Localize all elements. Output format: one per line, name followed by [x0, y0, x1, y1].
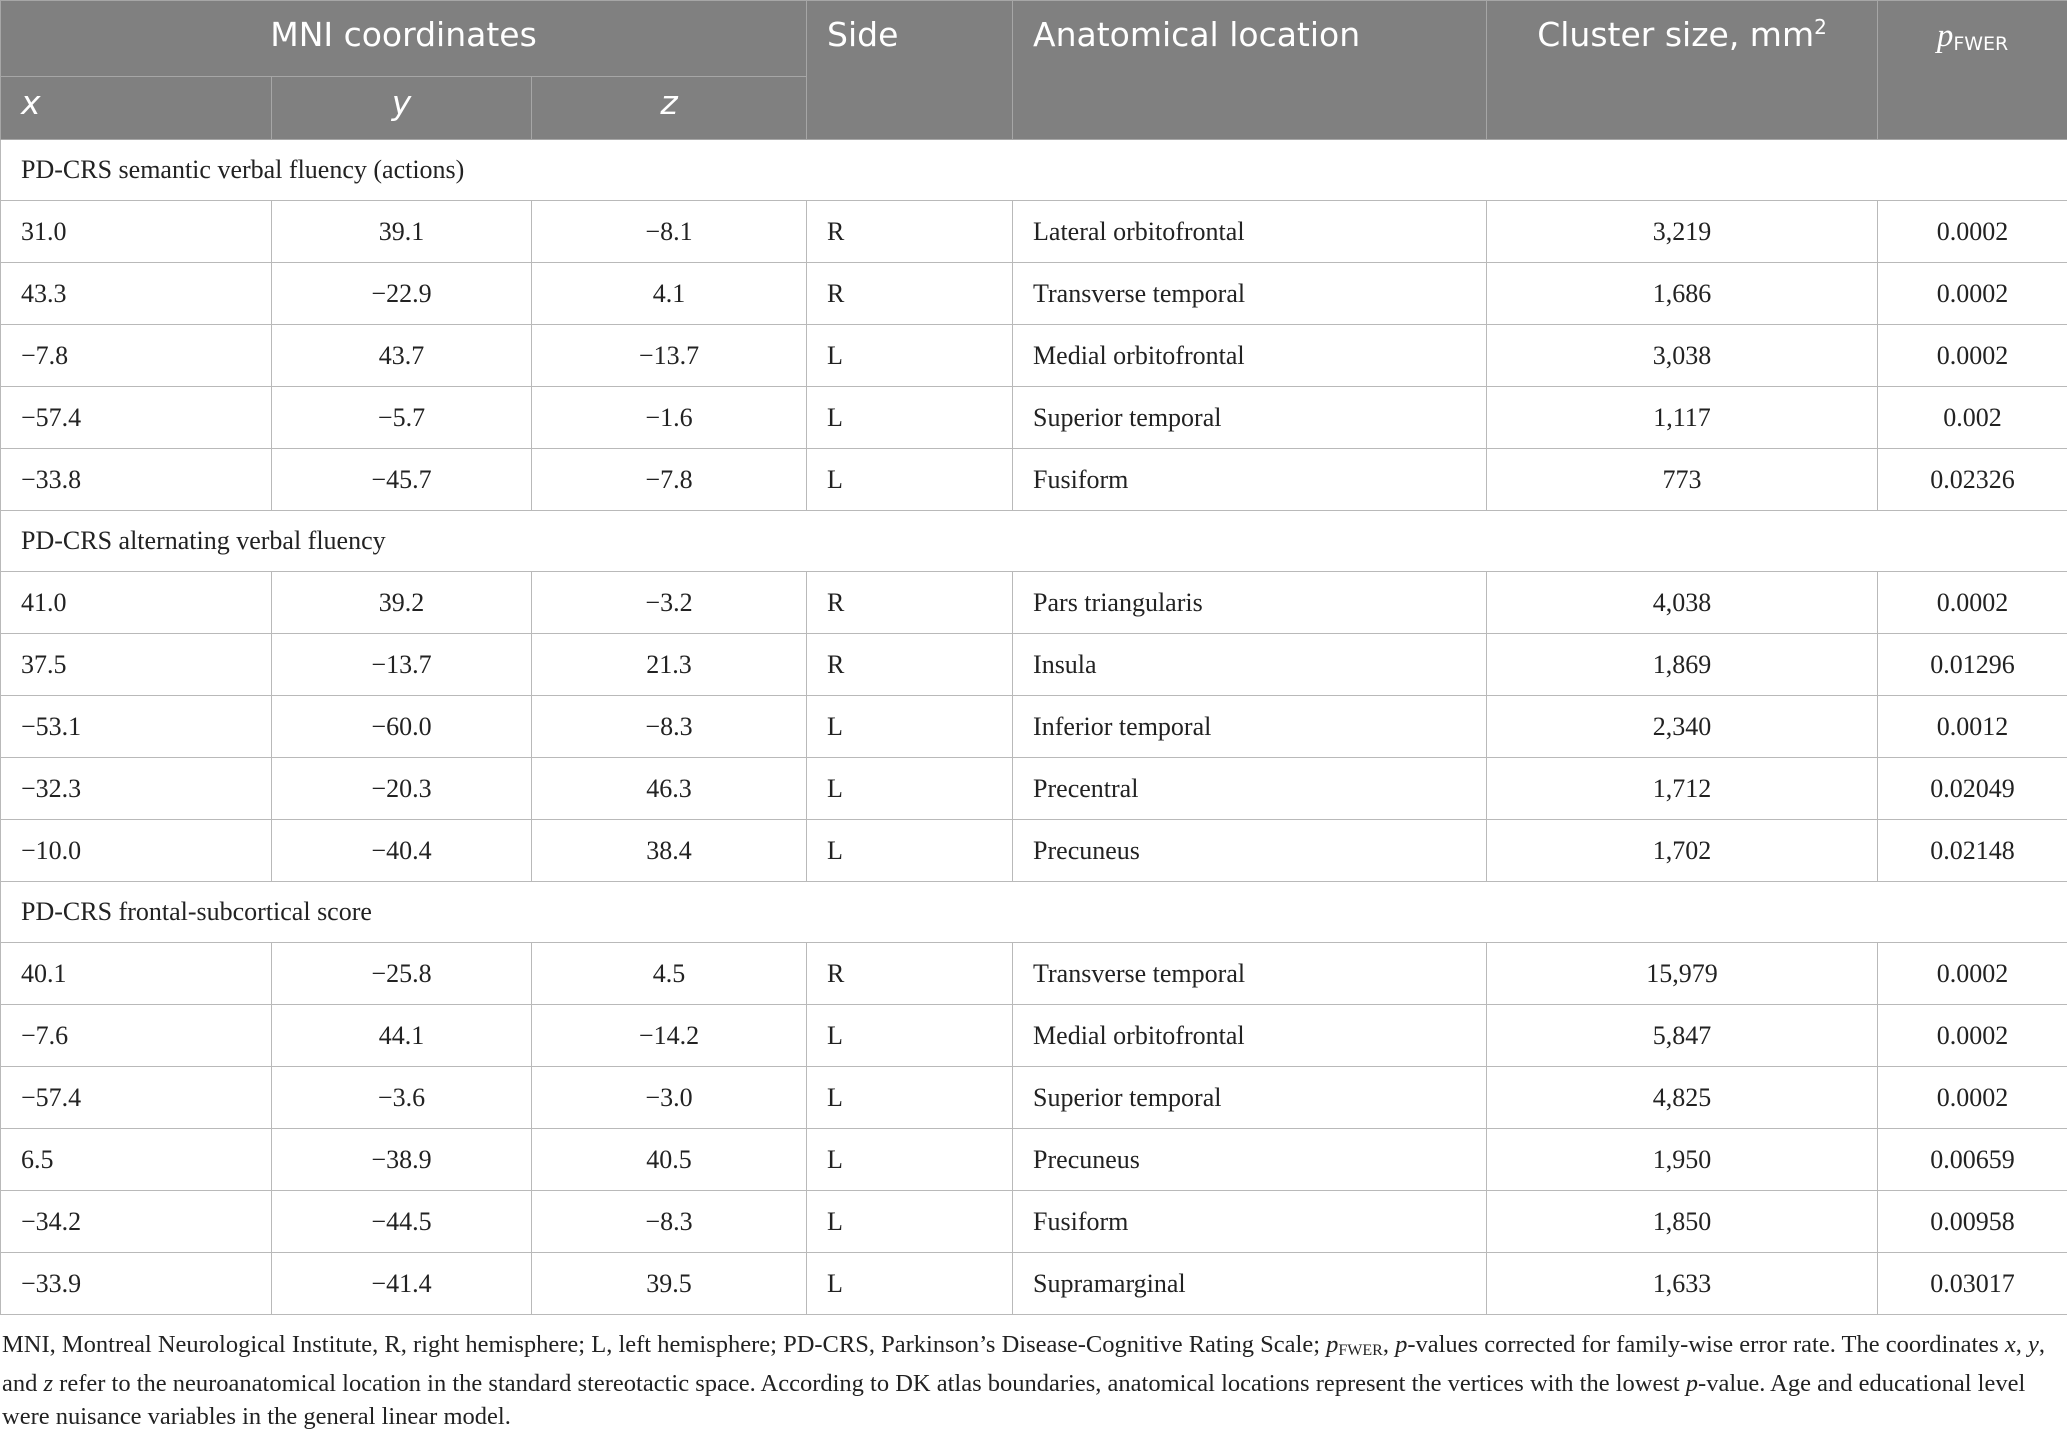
section-row — [1, 140, 2067, 201]
section-row — [1, 511, 2067, 572]
side-header: Side — [807, 1, 1013, 140]
table-row — [1, 449, 2067, 511]
cell-side: R — [807, 201, 1013, 263]
cell-location: Precentral — [1013, 758, 1487, 820]
cell-side: L — [807, 387, 1013, 449]
cell-cluster-size: 5,847 — [1487, 1005, 1878, 1067]
cell-p-fwer: 0.0002 — [1878, 201, 2067, 263]
section-title: PD-CRS alternating verbal fluency — [1, 511, 2067, 572]
cell-location: Inferior temporal — [1013, 696, 1487, 758]
cell-y: −41.4 — [272, 1253, 532, 1315]
cell-x: −53.1 — [1, 696, 272, 758]
footnote-fwer-subscript: FWER — [1338, 1342, 1383, 1359]
p-fwer-label: p — [1936, 18, 1954, 54]
cell-cluster-size: 3,219 — [1487, 201, 1878, 263]
cell-cluster-size: 1,633 — [1487, 1253, 1878, 1315]
table-row — [1, 387, 2067, 449]
cell-side: L — [807, 820, 1013, 882]
cell-y: −20.3 — [272, 758, 532, 820]
table-row — [1, 1129, 2067, 1191]
cell-location: Precuneus — [1013, 1129, 1487, 1191]
table-row — [1, 263, 2067, 325]
cell-location: Medial orbitofrontal — [1013, 1005, 1487, 1067]
footnote-p-italic: p — [1326, 1331, 1339, 1358]
table-row — [1, 1005, 2067, 1067]
cell-z: −8.1 — [532, 201, 807, 263]
cell-location: Supramarginal — [1013, 1253, 1487, 1315]
cell-p-fwer: 0.00659 — [1878, 1129, 2067, 1191]
cell-location: Lateral orbitofrontal — [1013, 201, 1487, 263]
cell-y: −40.4 — [272, 820, 532, 882]
cell-z: −7.8 — [532, 449, 807, 511]
cell-side: L — [807, 1067, 1013, 1129]
footnote-p-italic-2: p — [1395, 1331, 1408, 1358]
cell-x: 41.0 — [1, 572, 272, 634]
cell-x: −7.8 — [1, 325, 272, 387]
cell-p-fwer: 0.0002 — [1878, 1067, 2067, 1129]
table-footnote — [0, 1328, 2057, 1433]
cell-y: 39.2 — [272, 572, 532, 634]
cell-z: 46.3 — [532, 758, 807, 820]
cell-y: −22.9 — [272, 263, 532, 325]
cell-side: R — [807, 634, 1013, 696]
cell-z: −3.0 — [532, 1067, 807, 1129]
cell-location: Medial orbitofrontal — [1013, 325, 1487, 387]
cell-y: −44.5 — [272, 1191, 532, 1253]
table-row — [1, 1253, 2067, 1315]
table-row — [1, 820, 2067, 882]
cell-side: L — [807, 1129, 1013, 1191]
cell-p-fwer: 0.0002 — [1878, 943, 2067, 1005]
cell-p-fwer: 0.0002 — [1878, 1005, 2067, 1067]
cell-x: −33.8 — [1, 449, 272, 511]
cell-x: 37.5 — [1, 634, 272, 696]
cell-p-fwer: 0.00958 — [1878, 1191, 2067, 1253]
footnote-p-italic-3: p — [1685, 1370, 1699, 1397]
cell-side: L — [807, 1191, 1013, 1253]
cell-z: −3.2 — [532, 572, 807, 634]
cell-x: −33.9 — [1, 1253, 272, 1315]
cell-x: 6.5 — [1, 1129, 272, 1191]
footnote-text-5: , and — [2, 1331, 2045, 1397]
cell-cluster-size: 1,702 — [1487, 820, 1878, 882]
cell-location: Fusiform — [1013, 449, 1487, 511]
cell-p-fwer: 0.01296 — [1878, 634, 2067, 696]
cell-z: −13.7 — [532, 325, 807, 387]
cell-p-fwer: 0.02049 — [1878, 758, 2067, 820]
footnote-x-italic: x — [2004, 1331, 2016, 1358]
cell-cluster-size: 1,117 — [1487, 387, 1878, 449]
footnote-text-3: -values corrected for family-wise error rate. The coordinates — [1407, 1331, 2005, 1358]
cell-z: −1.6 — [532, 387, 807, 449]
cell-cluster-size: 4,825 — [1487, 1067, 1878, 1129]
cell-location: Pars triangularis — [1013, 572, 1487, 634]
cell-cluster-size: 773 — [1487, 449, 1878, 511]
cell-cluster-size: 15,979 — [1487, 943, 1878, 1005]
cell-cluster-size: 1,950 — [1487, 1129, 1878, 1191]
footnote-text-1: MNI, Montreal Neurological Institute, R, right hemisphere; L, left hemisphere; PD-CRS, Parkinson’s Disease-Cognitive Rating Scale; — [2, 1331, 1327, 1358]
section-title: PD-CRS semantic verbal fluency (actions) — [1, 140, 2067, 201]
table-row — [1, 325, 2067, 387]
cell-z: 4.5 — [532, 943, 807, 1005]
cell-cluster-size: 3,038 — [1487, 325, 1878, 387]
cell-z: 39.5 — [532, 1253, 807, 1315]
cell-y: 43.7 — [272, 325, 532, 387]
cell-location: Transverse temporal — [1013, 263, 1487, 325]
cell-p-fwer: 0.0012 — [1878, 696, 2067, 758]
cell-x: 31.0 — [1, 201, 272, 263]
table-row — [1, 1191, 2067, 1253]
cell-y: −3.6 — [272, 1067, 532, 1129]
footnote-y-italic: y — [2027, 1331, 2039, 1358]
cluster-size-header — [1487, 1, 1878, 140]
cell-x: −57.4 — [1, 387, 272, 449]
cell-y: −25.8 — [272, 943, 532, 1005]
cell-location: Fusiform — [1013, 1191, 1487, 1253]
section-row — [1, 882, 2067, 943]
cell-z: −8.3 — [532, 696, 807, 758]
table-body — [1, 140, 2067, 1315]
cell-p-fwer: 0.03017 — [1878, 1253, 2067, 1315]
footnote-text-6: refer to the neuroanatomical location in the standard stereotactic space. According to DK atlas boundaries, anatomical locations represent the vertices with the lowest — [53, 1370, 1686, 1397]
cell-x: 40.1 — [1, 943, 272, 1005]
cell-z: 38.4 — [532, 820, 807, 882]
cell-x: 43.3 — [1, 263, 272, 325]
table-row — [1, 696, 2067, 758]
cell-location: Insula — [1013, 634, 1487, 696]
cell-p-fwer: 0.02326 — [1878, 449, 2067, 511]
cell-x: −57.4 — [1, 1067, 272, 1129]
cell-y: 44.1 — [272, 1005, 532, 1067]
cell-p-fwer: 0.002 — [1878, 387, 2067, 449]
cell-side: L — [807, 449, 1013, 511]
cell-x: −32.3 — [1, 758, 272, 820]
p-fwer-subscript: FWER — [1953, 33, 2009, 55]
cell-p-fwer: 0.02148 — [1878, 820, 2067, 882]
cell-side: R — [807, 263, 1013, 325]
cluster-size-superscript: 2 — [1814, 15, 1827, 39]
cell-y: −13.7 — [272, 634, 532, 696]
cell-x: −7.6 — [1, 1005, 272, 1067]
x-header: x — [1, 77, 272, 140]
table-header — [1, 1, 2067, 140]
cell-y: −5.7 — [272, 387, 532, 449]
cell-location: Superior temporal — [1013, 387, 1487, 449]
footnote-z-italic: z — [43, 1370, 54, 1397]
table-row — [1, 758, 2067, 820]
cell-side: R — [807, 572, 1013, 634]
cell-p-fwer: 0.0002 — [1878, 263, 2067, 325]
cell-y: 39.1 — [272, 201, 532, 263]
anatomical-location-header: Anatomical location — [1013, 1, 1487, 140]
footnote-text-4: , — [2015, 1331, 2028, 1358]
section-title: PD-CRS frontal-subcortical score — [1, 882, 2067, 943]
cell-z: 21.3 — [532, 634, 807, 696]
cell-cluster-size: 1,686 — [1487, 263, 1878, 325]
cell-y: −38.9 — [272, 1129, 532, 1191]
table-row — [1, 634, 2067, 696]
cell-y: −45.7 — [272, 449, 532, 511]
cell-z: −8.3 — [532, 1191, 807, 1253]
cell-side: L — [807, 758, 1013, 820]
footnote-text-2: , — [1382, 1331, 1396, 1358]
cell-side: L — [807, 1005, 1013, 1067]
cell-x: −10.0 — [1, 820, 272, 882]
p-fwer-header — [1878, 1, 2067, 140]
cell-z: 4.1 — [532, 263, 807, 325]
cluster-size-label: Cluster size, mm — [1537, 15, 1815, 54]
cell-z: 40.5 — [532, 1129, 807, 1191]
cell-y: −60.0 — [272, 696, 532, 758]
table-row — [1, 201, 2067, 263]
cell-x: −34.2 — [1, 1191, 272, 1253]
cell-side: L — [807, 1253, 1013, 1315]
cell-cluster-size: 2,340 — [1487, 696, 1878, 758]
cell-location: Superior temporal — [1013, 1067, 1487, 1129]
y-header: y — [272, 77, 532, 140]
cell-side: R — [807, 943, 1013, 1005]
cell-cluster-size: 1,869 — [1487, 634, 1878, 696]
footnote-text-7: -value. Age and educational level were nuisance variables in the general linear model. — [2, 1370, 2026, 1430]
cell-cluster-size: 1,850 — [1487, 1191, 1878, 1253]
cell-side: L — [807, 325, 1013, 387]
mni-coordinates-header: MNI coordinates — [1, 1, 807, 77]
cell-cluster-size: 4,038 — [1487, 572, 1878, 634]
table-row — [1, 943, 2067, 1005]
table-row — [1, 1067, 2067, 1129]
cell-p-fwer: 0.0002 — [1878, 325, 2067, 387]
cell-location: Precuneus — [1013, 820, 1487, 882]
cell-z: −14.2 — [532, 1005, 807, 1067]
cell-p-fwer: 0.0002 — [1878, 572, 2067, 634]
cell-location: Transverse temporal — [1013, 943, 1487, 1005]
cell-cluster-size: 1,712 — [1487, 758, 1878, 820]
z-header: z — [532, 77, 807, 140]
cell-side: L — [807, 696, 1013, 758]
table-row — [1, 572, 2067, 634]
